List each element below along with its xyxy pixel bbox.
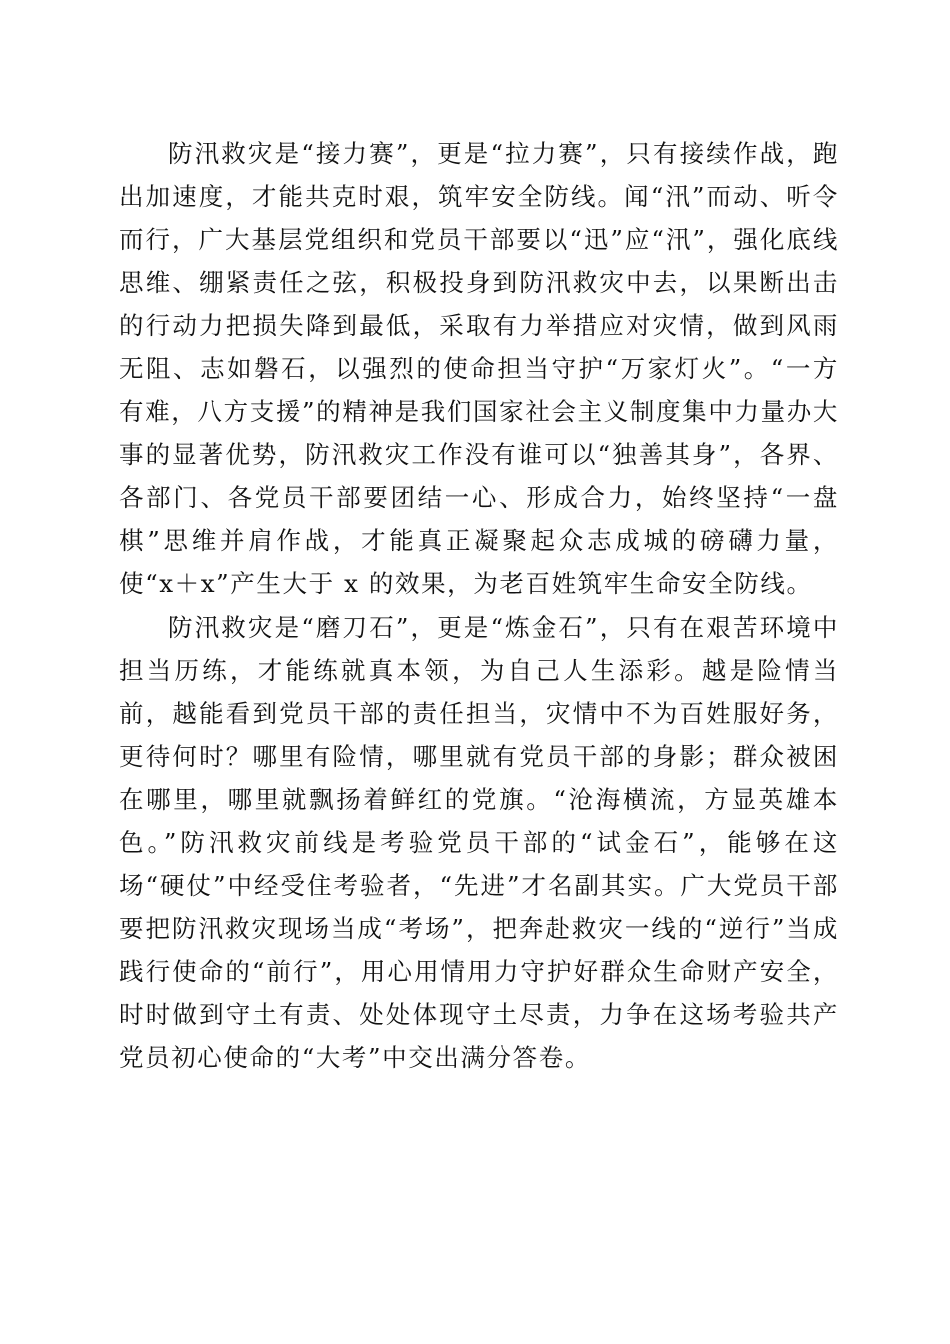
paragraph-1: 防汛救灾是“接力赛”，更是“拉力赛”，只有接续作战，跑出加速度，才能共克时艰，筑牢安全防线。闻“汛”而动、听令而行，广大基层党组织和党员干部要以“迅”应“汛”，强化底线思维、绷紧责任之弦，积极投身到防汛救灾中去，以果断出击的行动力把损失降到最低，采取有力举措应对灾情，做到风雨无阻、志如磐石，以强烈的使命担当守护“万家灯火”。“一方有难，八方支援”的精神是我们国家社会主义制度集中力量办大事的显著优势，防汛救灾工作没有谁可以“独善其身”，各界、各部门、各党员干部要团结一心、形成合力，始终坚持“一盘棋”思维并肩作战，才能真正凝聚起众志成城的磅礴力量，使“x＋x”产生大于 x 的效果，为老百姓筑牢生命安全防线。: [119, 139, 839, 598]
paragraph-2: 防汛救灾是“磨刀石”，更是“炼金石”，只有在艰苦环境中担当历练，才能练就真本领，为自己人生添彩。越是险情当前，越能看到党员干部的责任担当，灾情中不为百姓服好务，更待何时？哪里有险情，哪里就有党员干部的身影；群众被困在哪里，哪里就飘扬着鲜红的党旗。“沧海横流，方显英雄本色。”防汛救灾前线是考验党员干部的“试金石”，能够在这场“硬仗”中经受住考验者，“先进”才名副其实。广大党员干部要把防汛救灾现场当成“考场”，把奔赴救灾一线的“逆行”当成践行使命的“前行”，用心用情用力守护好群众生命财产安全，时时做到守土有责、处处体现守土尽责，力争在这场考验共产党员初心使命的“大考”中交出满分答卷。: [119, 613, 839, 1072]
document-body: [119, 132, 839, 1079]
